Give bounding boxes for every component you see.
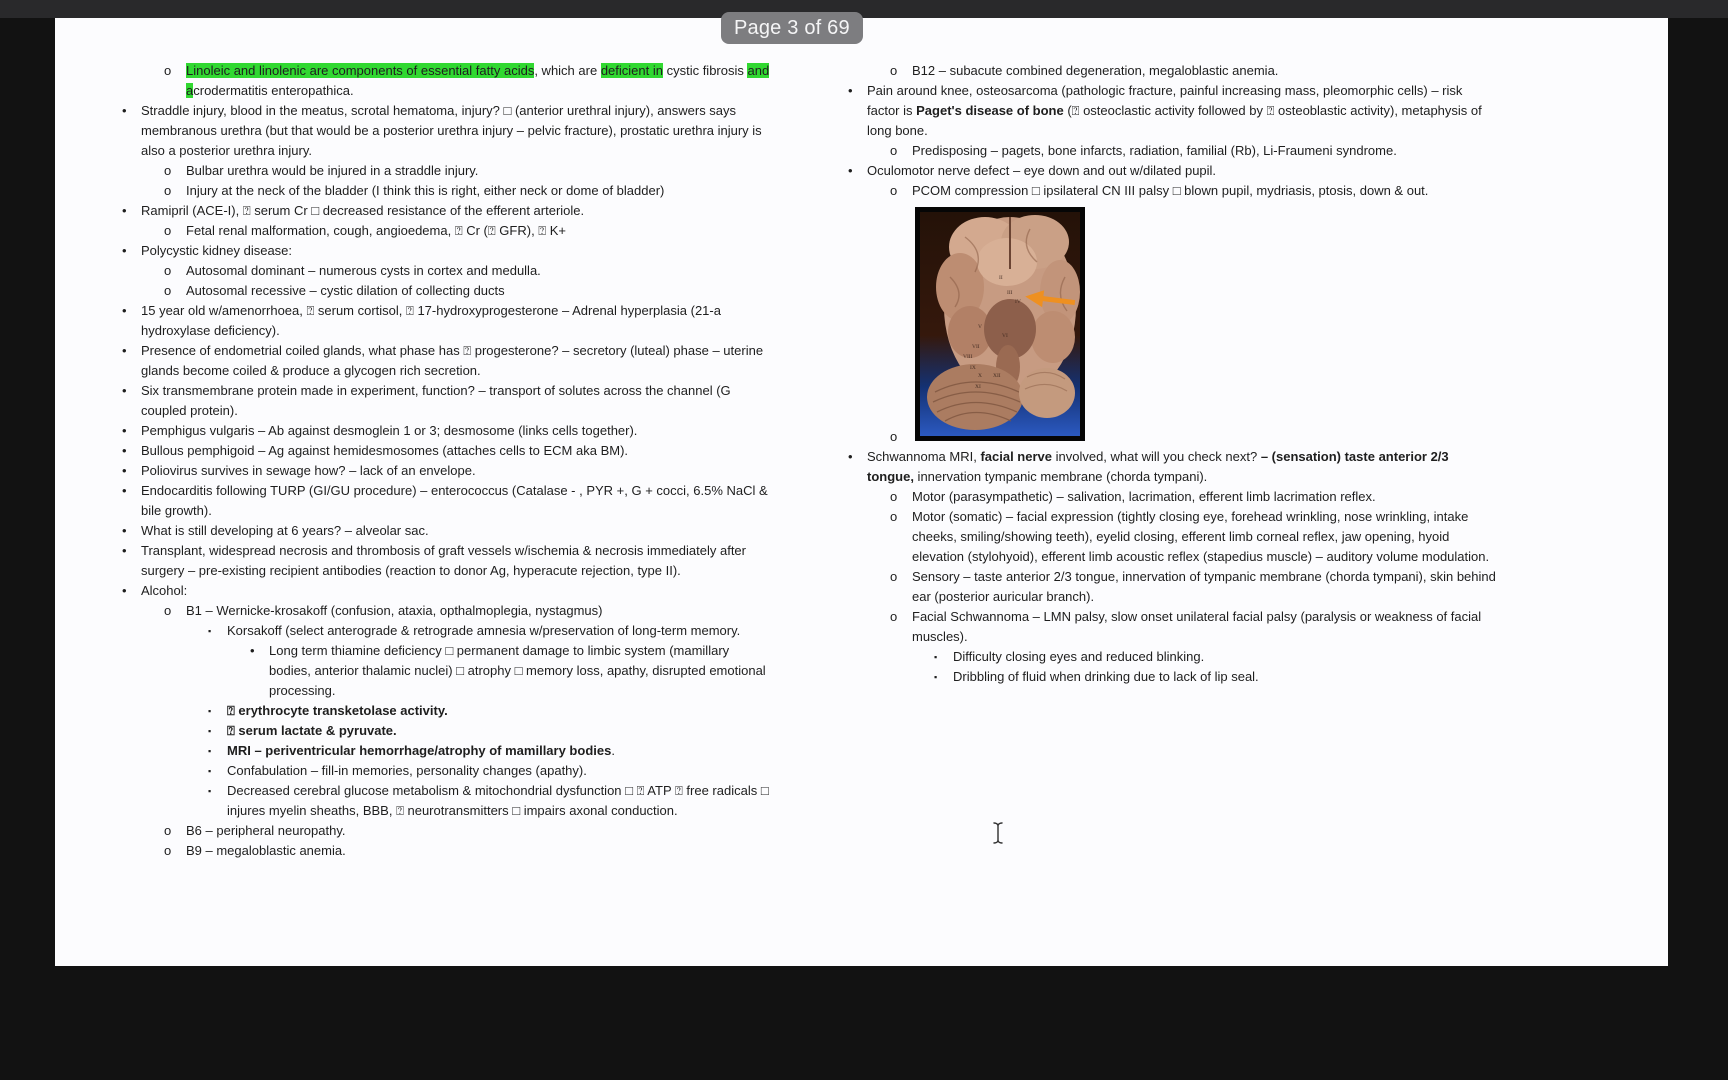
bullet-marker: • [122,523,127,538]
list-item-text: Fetal renal malformation, cough, angioedema, ⍰ Cr (⍰ GFR), ⍰ K+ [186,223,566,238]
bullet-marker: ▪ [208,626,212,636]
bullet-marker: • [122,103,127,118]
right-column-bottom [848,427,1498,687]
list-item-text: Korsakoff (select anterograde & retrograde amnesia w/preservation of long-term memory. [227,623,741,638]
list-item-text: Straddle injury, blood in the meatus, scrotal hematoma, injury? □ (anterior urethral injury), answers says membranous urethra (but that would be a posterior urethra injury – pelvic fracture), prostatic urethra injury is also a posterior urethra injury. [141,103,762,158]
list-item [164,821,772,841]
bullet-marker: • [122,583,127,598]
left-text-column [122,61,772,861]
list-item [208,761,772,781]
list-item-text: Six transmembrane protein made in experiment, function? – transport of solutes across the channel (G coupled protein). [141,383,731,418]
bullet-marker: • [122,543,127,558]
list-item [122,201,772,221]
list-item [122,241,772,261]
list-item-text: Motor (parasympathetic) – salivation, lacrimation, efferent limb lacrimation reflex. [912,489,1376,504]
bullet-marker: o [164,163,172,178]
list-item [890,181,1498,201]
list-item-text: Alcohol: [141,583,188,598]
list-item [848,447,1498,487]
list-item-text: Motor (somatic) – facial expression (tightly closing eye, forehead wrinkling, nose wrinkling, intake cheeks, smiling/showing teeth), eyelid closing, efferent limb corneal reflex, jaw opening, hyoid elevation (stylohyoid), efferent limb acoustic reflex (stapedius muscle) – auditory volume modulation. [912,509,1490,564]
list-item-text [912,427,1498,447]
list-item-text: Pain around knee, osteosarcoma (pathologic fracture, painful increasing mass, pleomorphic cells) – risk factor is Paget's disease of bone (⍰ osteoclastic activity followed by ⍰ osteoblastic activity), metaphysis of long bone. [867,83,1482,138]
right-column-top [848,61,1498,201]
svg-text:VI: VI [1002,333,1008,339]
list-item [122,481,772,521]
list-item-text: Transplant, widespread necrosis and thrombosis of graft vessels w/ischemia & necrosis immediately after surgery – pre-existing recipient antibodies (reaction to donor Ag, hyperacute rejection, type II). [141,543,746,578]
list-item [164,261,772,281]
bullet-marker: • [122,463,127,478]
list-item [890,427,1498,447]
list-item [934,667,1498,687]
document-page[interactable] [55,18,1668,966]
list-item [164,181,772,201]
bullet-marker: o [890,429,898,444]
window-top-bar [0,0,1728,18]
brain-figure [915,207,1085,441]
list-item [122,461,772,481]
list-item [890,607,1498,647]
bullet-marker: o [890,609,898,624]
bullet-marker: ▪ [208,726,212,736]
bullet-marker: ▪ [208,786,212,796]
bullet-marker: o [164,823,172,838]
list-item-text: Difficulty closing eyes and reduced blinking. [953,649,1205,664]
list-item [890,487,1498,507]
svg-text:III: III [1007,290,1013,296]
bullet-marker: • [122,423,127,438]
list-item-text: Bulbar urethra would be injured in a straddle injury. [186,163,479,178]
list-item [208,701,772,721]
bullet-marker: o [164,223,172,238]
list-item-text: PCOM compression □ ipsilateral CN III palsy □ blown pupil, mydriasis, ptosis, down & out. [912,183,1429,198]
page-indicator-badge: Page 3 of 69 [721,12,863,44]
bullet-marker: ▪ [934,672,938,682]
list-item [208,741,772,761]
list-item-text: Schwannoma MRI, facial nerve involved, what will you check next? – (sensation) taste anterior 2/3 tongue, innervation tympanic membrane (chorda tympani). [867,449,1449,484]
bullet-marker: ▪ [208,706,212,716]
list-item-text: Ramipril (ACE-I), ⍰ serum Cr □ decreased resistance of the efferent arteriole. [141,203,585,218]
list-item [890,61,1498,81]
list-item [208,721,772,741]
list-item-text: Autosomal recessive – cystic dilation of collecting ducts [186,283,505,298]
bullet-marker: o [890,509,898,524]
bullet-marker: • [848,163,853,178]
list-item-text: Presence of endometrial coiled glands, what phase has ⍰ progesterone? – secretory (luteal) phase – uterine glands become coiled & produce a glycogen rich secretion. [141,343,764,378]
bullet-marker: • [122,483,127,498]
list-item [934,647,1498,667]
list-item-text: Injury at the neck of the bladder (I think this is right, either neck or dome of bladder) [186,183,665,198]
svg-text:XII: XII [993,373,1001,379]
list-item [164,221,772,241]
list-item [122,441,772,461]
list-item-text: MRI – periventricular hemorrhage/atrophy of mamillary bodies. [227,743,615,758]
list-item-text: Confabulation – fill-in memories, personality changes (apathy). [227,763,587,778]
list-item-text: Facial Schwannoma – LMN palsy, slow onset unilateral facial palsy (paralysis or weakness of facial muscles). [912,609,1482,644]
list-item-text: What is still developing at 6 years? – alveolar sac. [141,523,429,538]
bullet-marker: o [890,183,898,198]
bullet-marker: o [890,569,898,584]
list-item [848,81,1498,141]
svg-text:VIII: VIII [963,354,973,360]
bullet-marker: o [164,843,172,858]
list-item [122,521,772,541]
right-text-column [848,61,1498,687]
list-item-text: B9 – megaloblastic anemia. [186,843,346,858]
list-item [122,581,772,601]
list-item-text: Linoleic and linolenic are components of essential fatty acids, which are deficient in cystic fibrosis and acrodermatitis enteropathica. [186,63,770,98]
list-item-text: Poliovirus survives in sewage how? – lack of an envelope. [141,463,476,478]
bullet-marker: • [122,303,127,318]
svg-text:II: II [999,275,1003,281]
list-item-text: B12 – subacute combined degeneration, megaloblastic anemia. [912,63,1279,78]
list-item [164,161,772,181]
list-item-text: Autosomal dominant – numerous cysts in cortex and medulla. [186,263,541,278]
list-item-text: ⍰ erythrocyte transketolase activity. [227,703,448,718]
list-item [122,301,772,341]
list-item-text: Oculomotor nerve defect – eye down and out w/dilated pupil. [867,163,1217,178]
bullet-marker: o [890,63,898,78]
bullet-marker: • [122,243,127,258]
list-item-text: Decreased cerebral glucose metabolism & mitochondrial dysfunction □ ⍰ ATP ⍰ free radicals □ injures myelin sheaths, BBB, ⍰ neurotransmitters □ impairs axonal conduction. [227,783,769,818]
list-item [250,641,772,701]
list-item [890,507,1498,567]
brain-illustration [927,215,1080,430]
list-item [164,61,772,101]
list-item-text: Sensory – taste anterior 2/3 tongue, innervation of tympanic membrane (chorda tympani), skin behind ear (posterior auricular branch). [912,569,1496,604]
list-item-text: Predisposing – pagets, bone infarcts, radiation, familial (Rb), Li-Fraumeni syndrome. [912,143,1397,158]
list-item [208,781,772,821]
svg-text:XI: XI [975,384,981,390]
list-item-text: ⍰ serum lactate & pyruvate. [227,723,397,738]
svg-text:V: V [978,324,982,330]
list-item-text: Polycystic kidney disease: [141,243,293,258]
bullet-marker: ▪ [208,766,212,776]
list-item [164,601,772,621]
bullet-marker: ▪ [934,652,938,662]
bullet-marker: • [848,83,853,98]
list-item [164,281,772,301]
bullet-marker: o [164,63,172,78]
bullet-marker: ▪ [208,746,212,756]
list-item [122,541,772,581]
list-item-text: Pemphigus vulgaris – Ab against desmoglein 1 or 3; desmosome (links cells together). [141,423,638,438]
bullet-marker: • [250,643,255,658]
bullet-marker: o [164,603,172,618]
list-item [122,341,772,381]
list-item-text: Long term thiamine deficiency □ permanent damage to limbic system (mamillary bodies, anterior thalamic nuclei) □ atrophy □ memory loss, apathy, disrupted emotional processing. [269,643,766,698]
svg-text:IV: IV [1015,299,1021,305]
list-item [208,621,772,641]
bullet-marker: • [122,383,127,398]
svg-text:X: X [978,373,982,379]
list-item-text: B1 – Wernicke-krosakoff (confusion, ataxia, opthalmoplegia, nystagmus) [186,603,603,618]
list-item-text: Dribbling of fluid when drinking due to lack of lip seal. [953,669,1259,684]
bullet-marker: • [122,343,127,358]
bullet-marker: o [164,283,172,298]
list-item [122,421,772,441]
list-item-text: Endocarditis following TURP (GI/GU procedure) – enterococcus (Catalase - , PYR +, G + cocci, 6.5% NaCl & bile growth). [141,483,768,518]
list-item-text: B6 – peripheral neuropathy. [186,823,346,838]
list-item [890,141,1498,161]
bullet-marker: o [890,489,898,504]
svg-text:VII: VII [972,344,980,350]
bullet-marker: o [164,263,172,278]
text-cursor-ibeam [990,820,1006,846]
list-item [122,101,772,161]
bullet-marker: • [122,203,127,218]
bullet-marker: o [164,183,172,198]
list-item [164,841,772,861]
list-item-text: Bullous pemphigoid – Ag against hemidesmosomes (attaches cells to ECM aka BM). [141,443,629,458]
bullet-marker: • [848,449,853,464]
svg-text:IX: IX [970,365,976,371]
bullet-marker: o [890,143,898,158]
list-item [122,381,772,421]
list-item [848,161,1498,181]
list-item-text: 15 year old w/amenorrhoea, ⍰ serum cortisol, ⍰ 17-hydroxyprogesterone – Adrenal hyperplasia (21-a hydroxylase deficiency). [141,303,721,338]
list-item [890,567,1498,607]
bullet-marker: • [122,443,127,458]
